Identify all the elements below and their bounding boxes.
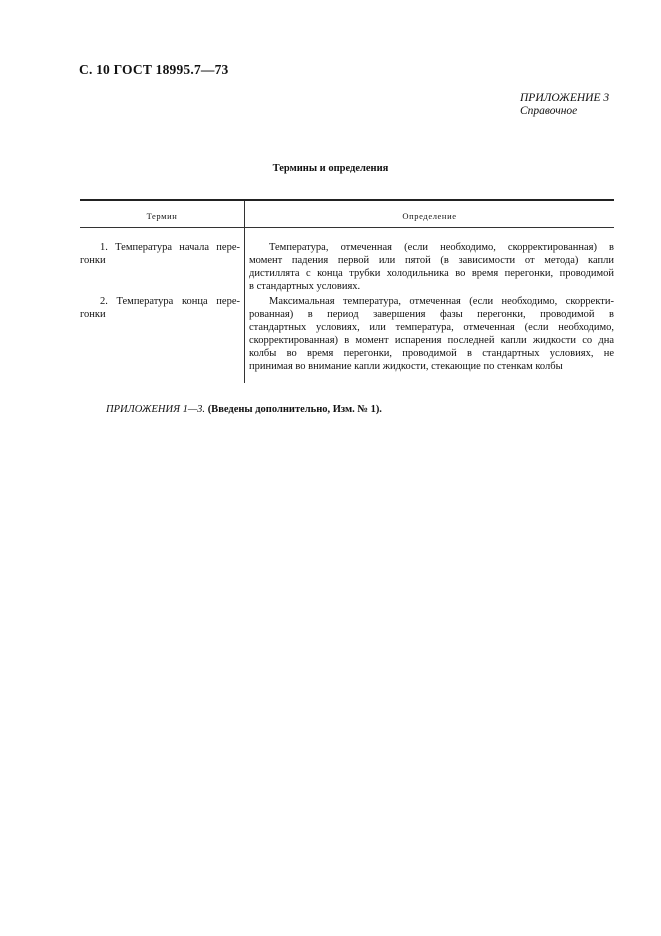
term-line: 2. Температура конца пере- — [100, 296, 240, 307]
definition-line: Температура, отмеченная (если необходимо, скорректированная) в — [269, 242, 614, 253]
table-header-rule — [80, 227, 614, 228]
footnote-amendment: (Введены дополнительно, Изм. № 1). — [207, 404, 382, 415]
table-column-divider — [244, 201, 245, 383]
table-top-rule — [80, 199, 614, 201]
column-header-term: Термин — [146, 211, 178, 221]
footnote-appendices: ПРИЛОЖЕНИЯ 1—3. — [106, 404, 206, 415]
appendix-footnote — [106, 404, 382, 415]
definition-line: в стандартных условиях. — [249, 281, 361, 292]
table-row-2-definition — [249, 295, 614, 373]
document-header-code: С. 10 ГОСТ 18995.7—73 — [79, 62, 229, 77]
definition-line: Максимальная температура, отмеченная (если необходимо, скорректи- — [269, 296, 614, 307]
terms-table — [80, 199, 614, 383]
definition-line: рованная) в период завершения фазы перегонки, проводимой в — [249, 309, 614, 320]
appendix-number: ПРИЛОЖЕНИЕ 3 — [520, 92, 610, 104]
appendix-type: Справочное — [520, 105, 578, 117]
table-row-2-term — [80, 295, 240, 321]
appendix-label-block — [520, 92, 609, 118]
section-title: Термины и определения — [272, 163, 389, 174]
table-row-1-definition — [249, 241, 614, 293]
definition-line: стандартных условиях, или температура, отмеченная (если необходимо, — [249, 322, 614, 333]
definition-line: дистиллята с конца трубки холодильника во время перегонки, проводимой — [249, 268, 614, 279]
definition-line: момент падения первой или пятой (в зависимости от метода) капли — [249, 255, 614, 266]
definition-line: колбы во время перегонки, проводимой в стандартных условиях, не — [249, 348, 614, 359]
definition-line: скорректированная) в момент испарения последней капли жидкости со дна — [249, 335, 614, 346]
column-header-definition: Определение — [402, 211, 457, 221]
term-line: 1. Температура начала пере- — [100, 242, 240, 253]
definition-line: принимая во внимание капли жидкости, стекающие по стенкам колбы — [249, 361, 563, 372]
term-line: гонки — [80, 309, 106, 320]
term-line: гонки — [80, 255, 106, 266]
table-row-1-term — [80, 241, 240, 267]
